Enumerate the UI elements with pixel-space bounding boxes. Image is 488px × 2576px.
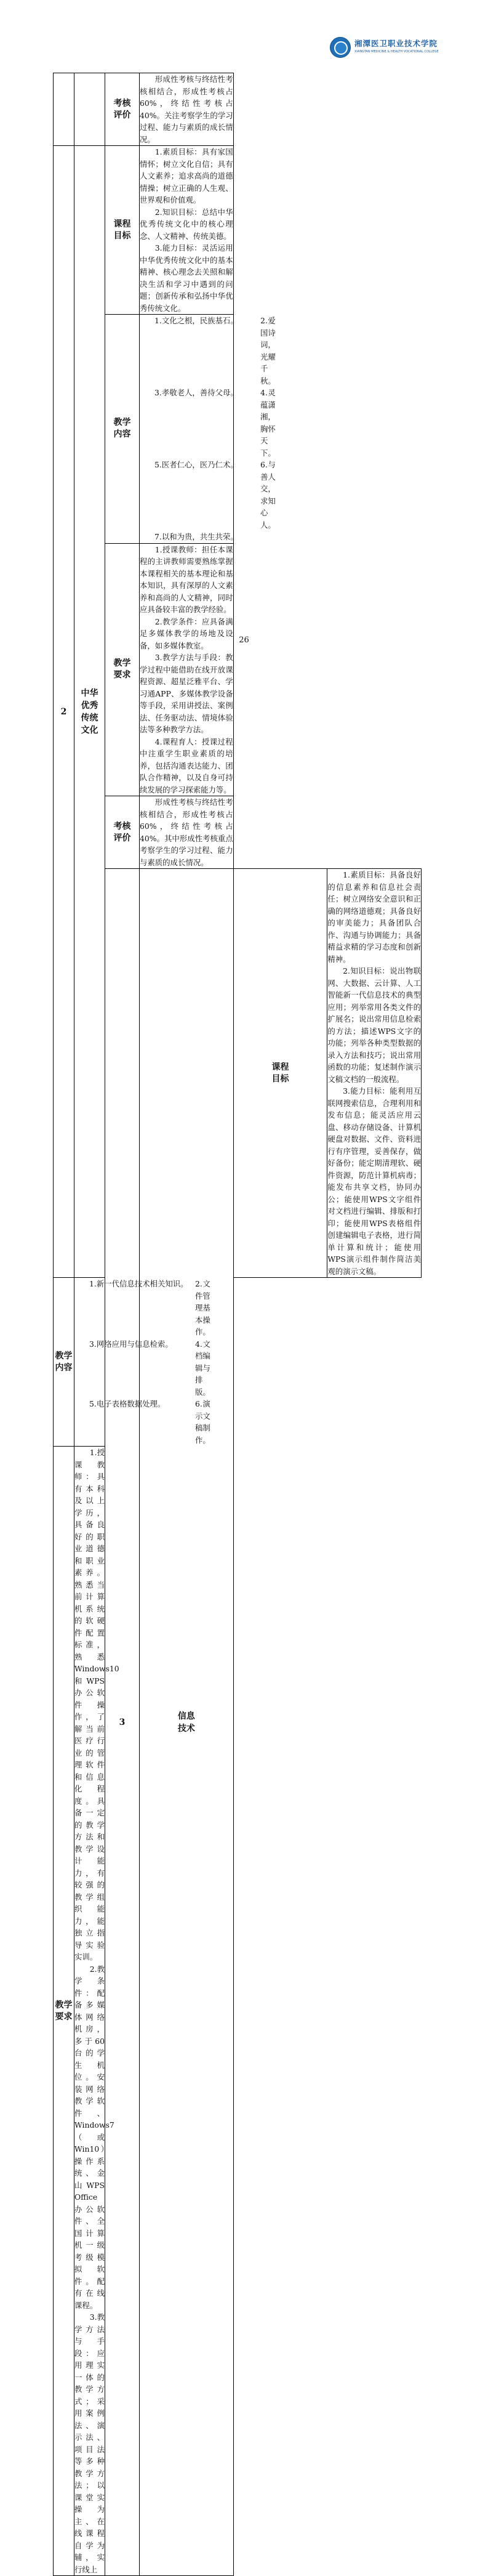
assessment-label: 考核 评价 bbox=[105, 796, 140, 869]
list-item: 6.与善人交，求知心人。 bbox=[260, 460, 276, 530]
num-cell bbox=[54, 73, 74, 146]
table-row bbox=[54, 796, 422, 869]
course-number: 3 bbox=[105, 869, 140, 2576]
list-item: 4.文档编辑与排版。 bbox=[195, 1339, 210, 1397]
table-row bbox=[54, 869, 422, 1278]
table-row bbox=[54, 1278, 422, 1447]
requirements-label: 教学 要求 bbox=[54, 1447, 74, 2576]
table-row bbox=[54, 315, 422, 544]
list-item: 5.电子表格数据处理。 bbox=[89, 1399, 166, 1408]
requirements-text: 1.授课教师：担任本课程的主讲教师需要熟练掌握本课程相关的基本理论和基本知识，具有深厚的人文素养和高尚的人文精神，同时应具备较丰富的教学经验。 2.教学条件：应具备满足多媒体教学的场地及设备，如多媒体教室。 3.教学方法与手段：教学过程中能借助在线开放课程资源、超星泛雅平台、学习通APP、多媒体教学设备等手段，采用讲授法、案例法、任务驱动法、情境体验法等多种教学方法。 4.课程育人：授课过程中注重学生职业素质的培养，包括沟通表达能力、团队合作精神，以及自身可持续发展的学习探索能力等。 bbox=[140, 543, 234, 796]
objectives-text: 1.素质目标：具备良好的信息素养和信息社会责任；树立网络安全意识和正确的网络道德观；具备良好的审美能力；具备团队合作、沟通与协调能力；具备精益求精的学习态度和创新精神。 2.知识目标：说出物联网、大数据、云计算、人工智能新一代信息技术的典型应用；列举常用各类文件的扩展名；说出常用信息检索的方法；描述WPS文字的功能；列举各种类型数据的录入方法和技巧；说出常用函数的功能；复述制作演示文稿文档的一般流程。 3.能力目标：能利用互联网搜索信息，合理利用和发布信息；能灵活应用云盘、移动存储设备、计算机硬盘对数据、文件、资料进行有序管理，妥善保存，做好备份；能定期清理软、硬件资源，防范计算机病毒；能发布共享文档，协同办公；能使用WPS文字组件对文档进行编辑、排版和打印；能使用WPS表格组件创建编辑电子表格，进行简单计算和统计；能使用WPS演示组件制作简洁美观的演示文稿。 bbox=[327, 869, 422, 1278]
content-text bbox=[140, 315, 276, 544]
table-row bbox=[54, 73, 422, 146]
list-item: 1.文化之根，民族基石。 bbox=[154, 316, 238, 325]
course-cell bbox=[74, 73, 105, 146]
list-item: 3.网络应用与信息检索。 bbox=[89, 1339, 173, 1349]
logo-chinese-name: 湘潭医卫职业技术学院 bbox=[354, 39, 438, 48]
table-row bbox=[54, 146, 422, 315]
college-logo bbox=[330, 37, 438, 58]
assessment-label: 考核 评价 bbox=[105, 73, 140, 146]
list-item: 2.文件管理基本操作。 bbox=[195, 1279, 210, 1336]
course-number: 2 bbox=[54, 146, 74, 1278]
content-label: 教学 内容 bbox=[54, 1278, 74, 1447]
objectives-label: 课程 目标 bbox=[105, 146, 140, 315]
assessment-text: 形成性考核与终结性考核相结合，形成性考核占60%，终结性考核占40%。其中形成性考核重点考察学生的学习过程、能力与素质的成长情况。 bbox=[140, 796, 234, 869]
page-number: 26 bbox=[239, 636, 249, 645]
list-item: 5.医者仁心，医乃仁术。 bbox=[154, 460, 238, 469]
list-item: 4.灵蕴潇湘，胸怀天下。 bbox=[260, 388, 276, 458]
list-item: 2.爱国诗词，光耀千秋。 bbox=[260, 316, 276, 386]
list-item: 1.新一代信息技术相关知识。 bbox=[89, 1279, 188, 1288]
college-emblem-icon bbox=[330, 37, 351, 58]
assessment-text: 形成性考核与终结性考核相结合，形成性考核占60%，终结性考核占40%。关注考察学生的学习过程、能力与素质的成长情况。 bbox=[140, 73, 234, 146]
curriculum-table bbox=[53, 73, 422, 2576]
content-label: 教学 内容 bbox=[105, 315, 140, 544]
list-item: 6.演示文稿制作。 bbox=[195, 1399, 210, 1445]
objectives-text: 1.素质目标：具有家国情怀；树立文化自信；具有人文素养；追求高尚的道德情操；树立正确的人生观、世界观和价值观。 2.知识目标：总结中华优秀传统文化中的核心理念、人文精神、传统美德。 3.能力目标：灵活运用中华优秀传统文化中的基本精神、核心理念去关照和解决生活和学习中遇到的问题；创新传承和弘扬中华优秀传统文化。 bbox=[140, 146, 234, 315]
logo-english-name: XIANGTAN MEDICINE & HEALTH VOCATIONAL COLLEGE bbox=[354, 50, 439, 54]
list-item: 3.孝敬老人，善待父母。 bbox=[154, 388, 238, 397]
course-name: 信息 技术 bbox=[140, 869, 234, 2576]
course-name: 中华 优秀 传统 文化 bbox=[74, 146, 105, 1278]
requirements-label: 教学 要求 bbox=[105, 543, 140, 796]
list-item: 7.以和为贵，共生共荣。 bbox=[154, 532, 238, 541]
content-text bbox=[74, 1278, 210, 1447]
requirements-text: 1.授课教师：具有本科及以上学历，具备良好的职业道德和职业素养。熟悉当前计算机系统的软硬件配置标准，熟悉Windows10和WPS办公软件操作，了解当前医疗行业的管理软件和信息化程度。具备一定的教学方法和教学设计能力，有较强的教学组织能力，能独立指导实验实训。 2.教学条件：配备多媒体网络机房，多于60台的学生机位。安装网络教学软件、Windows7（或Win10）操作系统、金山WPS Office办公软件、全国计算机一级考级模拟软件。配有在线课程。 3.教学方法与手段：应用理实一体的教学方式；采用案例法、演示法、项目法等多种教学方法；以课堂实操为主、在线课程自学为辅，实行线上 bbox=[74, 1447, 105, 2576]
table-row bbox=[54, 543, 422, 796]
objectives-label: 课程 目标 bbox=[233, 869, 327, 1278]
